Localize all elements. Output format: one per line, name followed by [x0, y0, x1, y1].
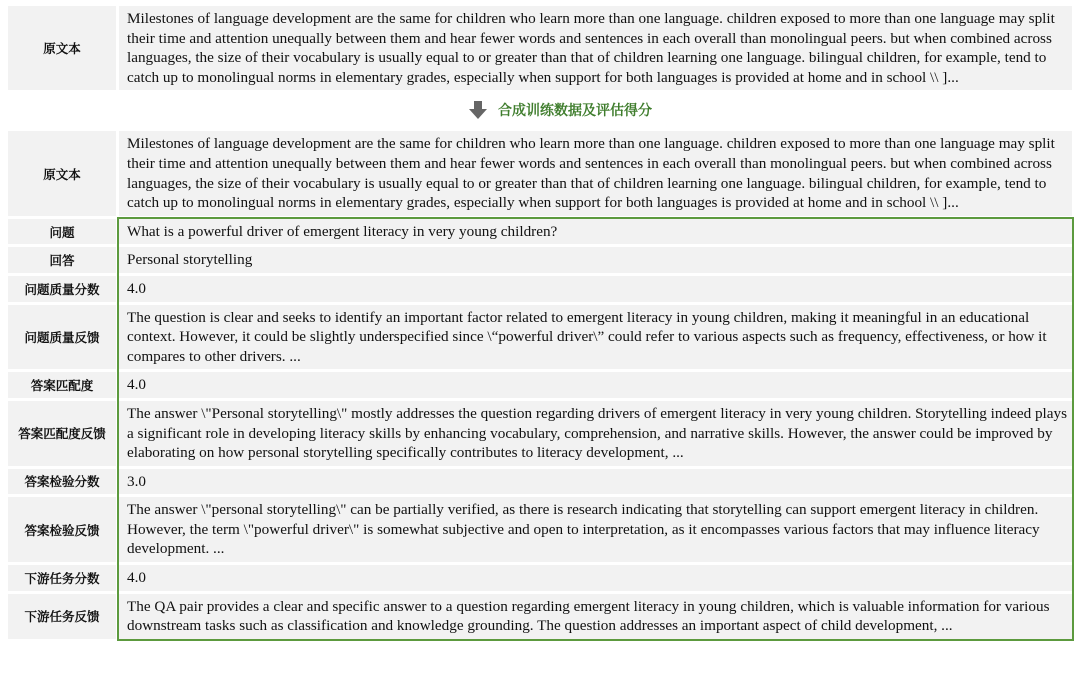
qa-row-question-score — [8, 276, 1072, 302]
top-original-label: 原文本 — [8, 6, 116, 90]
qa-text: The question is clear and seeks to identify an important factor related to emergent literacy in young children, making it meaningful in an educational context. However, it could be slightly underspecified since \“powerful driver\” could refer to various aspects such as frequency, effectiveness, or how it compares to other drivers. ... — [119, 305, 1072, 370]
qa-rows — [8, 219, 1072, 639]
qa-text: 4.0 — [119, 276, 1072, 302]
bottom-original-text: Milestones of language development are the same for children who learn more than one language. children exposed to more than one language may split their time and attention unequally between them and hear fewer words and sentences in each overall than monolingual peers. but when combined across languages, the size of their vocabulary is usually equal to or greater than that of children learning one language. bilingual children, for example, tend to catch up to monolingual norms in elementary grades, especially when support for both languages is provided at home and in school \\ ]... — [119, 131, 1072, 215]
qa-text: 4.0 — [119, 565, 1072, 591]
top-original-text: Milestones of language development are the same for children who learn more than one language. children exposed to more than one language may split their time and attention unequally between them and hear fewer words and sentences in each overall than monolingual peers. but when combined across languages, the size of their vocabulary is usually equal to or greater than that of children learning one language. bilingual children, for example, tend to catch up to monolingual norms in elementary grades, especially when support for both languages is provided at home and in school \\ ]... — [119, 6, 1072, 90]
qa-row-verify-score — [8, 469, 1072, 495]
bottom-original-label: 原文本 — [8, 131, 116, 215]
qa-row-downstream-feedback — [8, 594, 1072, 639]
bottom-original-row — [8, 131, 1072, 215]
qa-text: The QA pair provides a clear and specific answer to a question regarding emergent literacy in young children, which is valuable information for various downstream tasks such as classification and knowledge grounding. The question addresses an important aspect of child development, ... — [119, 594, 1072, 639]
qa-label: 回答 — [8, 247, 116, 273]
top-original-row — [8, 6, 1072, 90]
qa-text: The answer \"personal storytelling\" can be partially verified, as there is research indicating that storytelling can support emergent literacy in children. However, the term \"powerful driver\" is somewhat subjective and open to interpretation, as it encompasses various factors that may influence literacy development. ... — [119, 497, 1072, 562]
arrow-caption — [8, 93, 1072, 127]
qa-row-question — [8, 219, 1072, 245]
qa-row-question-feedback — [8, 305, 1072, 370]
qa-label: 答案匹配度反馈 — [8, 401, 116, 466]
qa-text: What is a powerful driver of emergent literacy in very young children? — [119, 219, 1072, 245]
qa-row-match-feedback — [8, 401, 1072, 466]
qa-label: 下游任务分数 — [8, 565, 116, 591]
qa-label: 问题质量反馈 — [8, 305, 116, 370]
qa-row-answer — [8, 247, 1072, 273]
qa-label: 问题质量分数 — [8, 276, 116, 302]
arrow-caption-label: 合成训练数据及评估得分 — [498, 103, 652, 120]
arrow-down-icon — [468, 100, 488, 120]
qa-row-downstream-score — [8, 565, 1072, 591]
qa-label: 问题 — [8, 219, 116, 245]
qa-label: 答案检验分数 — [8, 469, 116, 495]
qa-row-match-score — [8, 372, 1072, 398]
qa-label: 答案检验反馈 — [8, 497, 116, 562]
qa-text: Personal storytelling — [119, 247, 1072, 273]
qa-label: 答案匹配度 — [8, 372, 116, 398]
qa-text: 3.0 — [119, 469, 1072, 495]
qa-row-verify-feedback — [8, 497, 1072, 562]
figure — [8, 6, 1072, 642]
qa-label: 下游任务反馈 — [8, 594, 116, 639]
qa-text: The answer \"Personal storytelling\" mostly addresses the question regarding drivers of emergent literacy in very young children. Storytelling indeed plays a significant role in developing literacy skills by enhancing vocabulary, comprehension, and narrative skills. However, the answer could be improved by elaborating on how personal storytelling specifically contributes to literacy development, ... — [119, 401, 1072, 466]
qa-text: 4.0 — [119, 372, 1072, 398]
